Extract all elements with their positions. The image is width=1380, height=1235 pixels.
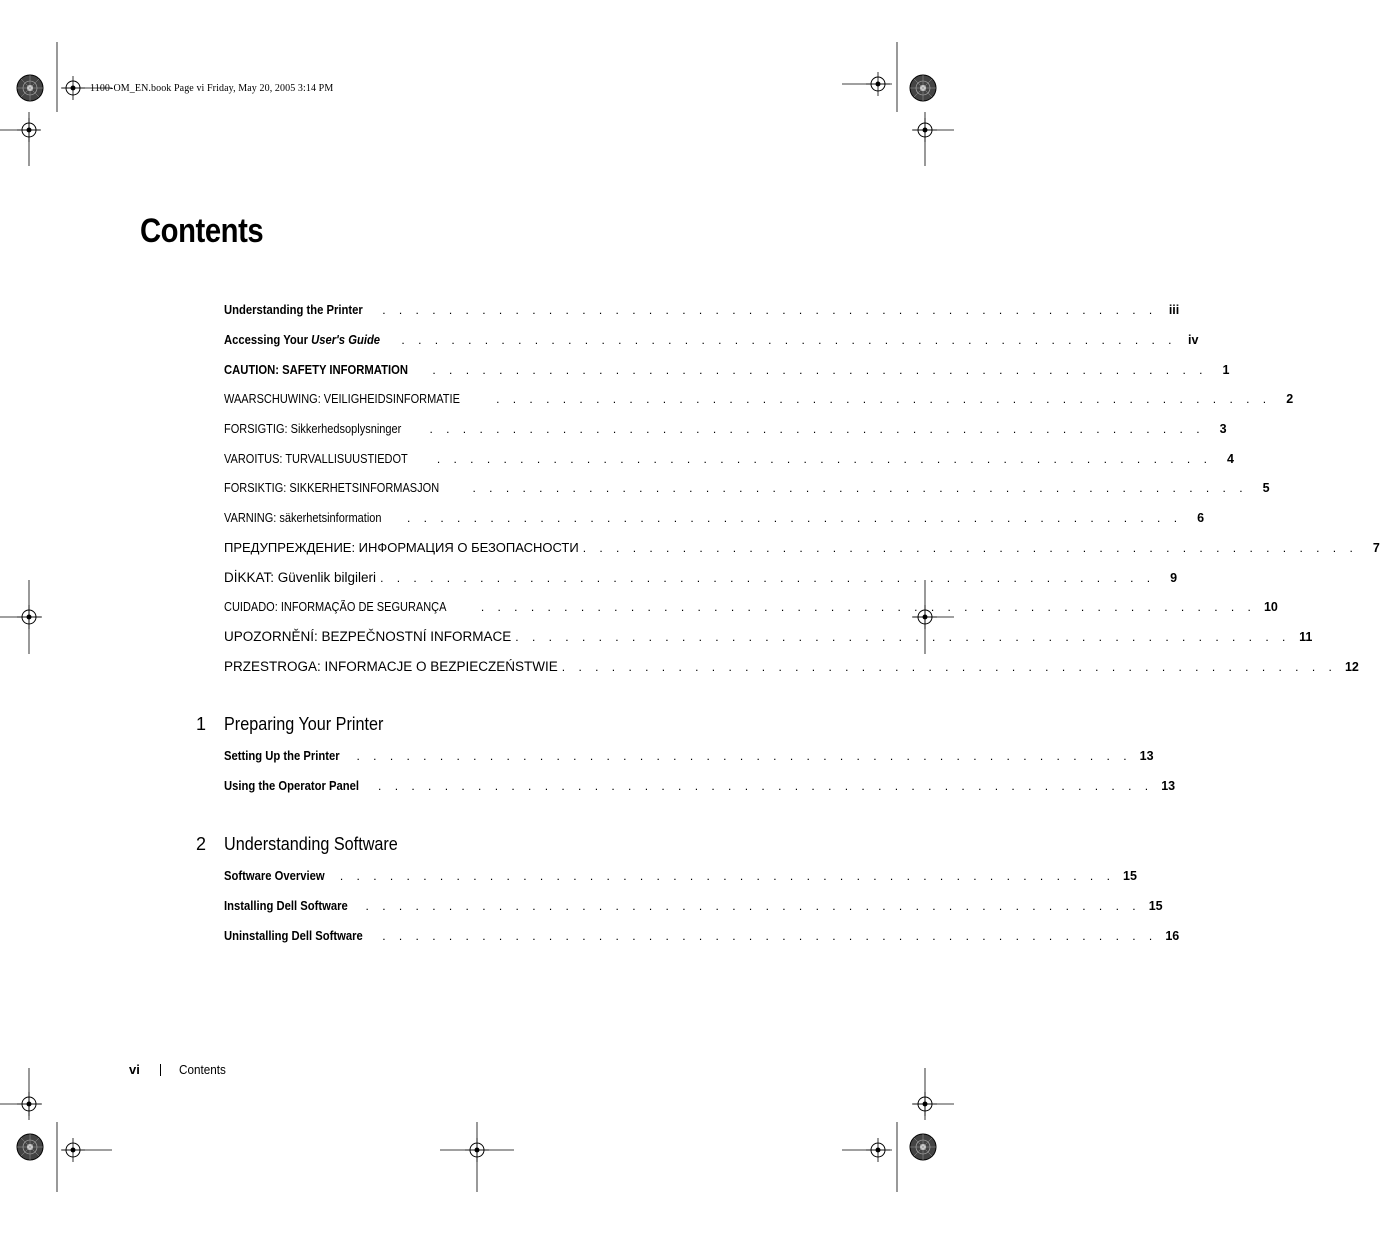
toc-entry-label: UPOZORNĚNÍ: BEZPEČNOSTNÍ INFORMACE <box>224 629 512 644</box>
toc-entry-page: 7 <box>1372 541 1380 555</box>
toc-entry-page: 3 <box>1219 422 1227 436</box>
chapter-number: 1 <box>196 714 207 734</box>
dot-leader: . . . . . . . . . . . . . . . . . . . . . . . . . . . . . . . . . . . . . . . . . . . . . . . <box>582 541 1358 555</box>
dot-leader: . . . . . . . . . . . . . . . . . . . . . . . . . . . . . . . . . . . . . . . . . . . . . . . <box>480 600 1256 614</box>
toc-entry-page: 16 <box>1165 929 1180 943</box>
toc-entry[interactable] <box>224 659 1359 677</box>
dot-leader: . . . . . . . . . . . . . . . . . . . . . . . . . . . . . . . . . . . . . . . . . . . . . . . <box>382 303 1158 317</box>
toc-entry-label: DİKKAT: Güvenlik bilgileri <box>224 570 377 585</box>
toc-entry-label: FORSIGTIG: Sikkerhedsoplysninger <box>224 422 402 436</box>
toc-entry[interactable] <box>224 899 1163 917</box>
dot-leader: . . . . . . . . . . . . . . . . . . . . . . . . . . . . . . . . . . . . . . . . . . . . . . . <box>401 333 1177 347</box>
toc-entry[interactable] <box>224 452 1234 470</box>
toc-entry-label: Setting Up the Printer <box>224 749 340 763</box>
toc-entry[interactable] <box>224 749 1154 767</box>
page-footer <box>129 1062 231 1077</box>
toc-entry-page: 15 <box>1148 899 1163 913</box>
toc-entry[interactable] <box>224 422 1227 440</box>
dot-leader: . . . . . . . . . . . . . . . . . . . . . . . . . . . . . . . . . . . . . . . . . . . . . . . <box>561 660 1337 674</box>
toc-entry-label: Software Overview <box>224 869 325 883</box>
toc-entry[interactable] <box>224 511 1205 529</box>
chapter-heading[interactable] <box>196 834 696 858</box>
toc-entry-page: 6 <box>1197 511 1205 525</box>
toc-entry[interactable] <box>224 333 1199 351</box>
toc-entry-label: PRZESTROGA: INFORMACJE O BEZPIECZEŃSTWIE <box>224 659 558 674</box>
dot-leader: . . . . . . . . . . . . . . . . . . . . . . . . . . . . . . . . . . . . . . . . . . . . . . . <box>407 511 1183 525</box>
toc-entry-page: 12 <box>1344 660 1359 674</box>
toc-entry[interactable] <box>224 600 1278 618</box>
dot-leader: . . . . . . . . . . . . . . . . . . . . . . . . . . . . . . . . . . . . . . . . . . . . . . . <box>436 452 1212 466</box>
toc-entry-page: 11 <box>1299 630 1313 644</box>
dot-leader: . . . . . . . . . . . . . . . . . . . . . . . . . . . . . . . . . . . . . . . . . . . . . . . <box>380 571 1156 585</box>
toc-entry-page: iv <box>1188 333 1199 347</box>
dot-leader: . . . . . . . . . . . . . . . . . . . . . . . . . . . . . . . . . . . . . . . . . . . . . . . <box>365 899 1141 913</box>
chapter-number: 2 <box>196 834 207 854</box>
toc-entry-label: CUIDADO: INFORMAÇÃO DE SEGURANÇA <box>224 600 447 614</box>
dot-leader: . . . . . . . . . . . . . . . . . . . . . . . . . . . . . . . . . . . . . . . . . . . . . . . <box>496 392 1272 406</box>
toc-entry-label <box>224 333 380 347</box>
toc-entry-page: 1 <box>1222 363 1230 377</box>
dot-leader: . . . . . . . . . . . . . . . . . . . . . . . . . . . . . . . . . . . . . . . . . . . . . . . <box>339 869 1115 883</box>
toc-entry[interactable] <box>224 779 1176 797</box>
toc-entry[interactable] <box>224 570 1178 588</box>
footer-page-number: vi <box>129 1062 140 1077</box>
toc-entry-label: Installing Dell Software <box>224 899 348 913</box>
dot-leader: . . . . . . . . . . . . . . . . . . . . . . . . . . . . . . . . . . . . . . . . . . . . . . . <box>378 779 1154 793</box>
chapter-title: Understanding Software <box>224 834 398 854</box>
toc-entry[interactable] <box>224 540 1380 558</box>
page-title: Contents <box>140 212 264 250</box>
toc-entry-label-emphasis: User's Guide <box>311 333 381 347</box>
footer-divider <box>160 1064 161 1076</box>
toc-entry-label: FORSIKTIG: SIKKERHETSINFORMASJON <box>224 481 440 495</box>
toc-entry[interactable] <box>224 929 1180 947</box>
toc-entry[interactable] <box>224 303 1180 321</box>
toc-entry-label: VARNING: säkerhetsinformation <box>224 511 382 525</box>
toc-entry-label: CAUTION: SAFETY INFORMATION <box>224 363 408 377</box>
toc-entry[interactable] <box>224 629 1313 647</box>
toc-entry-page: 10 <box>1263 600 1278 614</box>
dot-leader: . . . . . . . . . . . . . . . . . . . . . . . . . . . . . . . . . . . . . . . . . . . . . . . <box>429 422 1205 436</box>
dot-leader: . . . . . . . . . . . . . . . . . . . . . . . . . . . . . . . . . . . . . . . . . . . . . . . <box>432 363 1208 377</box>
toc-entry-label: WAARSCHUWING: VEILIGHEIDSINFORMATIE <box>224 392 460 406</box>
dot-leader: . . . . . . . . . . . . . . . . . . . . . . . . . . . . . . . . . . . . . . . . . . . . . . . <box>382 929 1158 943</box>
toc-entry-label: Using the Operator Panel <box>224 779 360 793</box>
toc-entry[interactable] <box>224 392 1294 410</box>
toc-entry-page: 15 <box>1123 869 1137 883</box>
toc-entry-label-text: Accessing Your <box>224 333 312 347</box>
toc-entry-label: Understanding the Printer <box>224 303 363 317</box>
toc-entry-page: iii <box>1168 303 1180 317</box>
chapter-title: Preparing Your Printer <box>224 714 384 734</box>
dot-leader: . . . . . . . . . . . . . . . . . . . . . . . . . . . . . . . . . . . . . . . . . . . . . . . <box>356 749 1132 763</box>
toc-entry-page: 4 <box>1226 452 1234 466</box>
book-slug: 1100-OM_EN.book Page vi Friday, May 20, 2005 3:14 PM <box>90 83 334 94</box>
dot-leader: . . . . . . . . . . . . . . . . . . . . . . . . . . . . . . . . . . . . . . . . . . . . . . . <box>515 630 1291 644</box>
toc-entry-page: 13 <box>1139 749 1154 763</box>
dot-leader: . . . . . . . . . . . . . . . . . . . . . . . . . . . . . . . . . . . . . . . . . . . . . . . <box>472 481 1248 495</box>
toc-entry-page: 2 <box>1286 392 1294 406</box>
toc-entry[interactable] <box>224 363 1230 381</box>
toc-entry-label: ПРЕДУПРЕЖДЕНИЕ: ИНФОРМАЦИЯ О БЕЗОПАСНОСТИ <box>224 540 579 555</box>
footer-section: Contents <box>178 1062 226 1077</box>
toc-entry-page: 9 <box>1170 571 1178 585</box>
toc-entry[interactable] <box>224 481 1270 499</box>
toc-entry-page: 5 <box>1262 481 1270 495</box>
chapter-heading[interactable] <box>196 714 696 738</box>
toc-entry-label: VAROITUS: TURVALLISUUSTIEDOT <box>224 452 408 466</box>
toc-entry-page: 13 <box>1161 779 1176 793</box>
toc-entry[interactable] <box>224 869 1137 887</box>
toc-entry-label: Uninstalling Dell Software <box>224 929 363 943</box>
